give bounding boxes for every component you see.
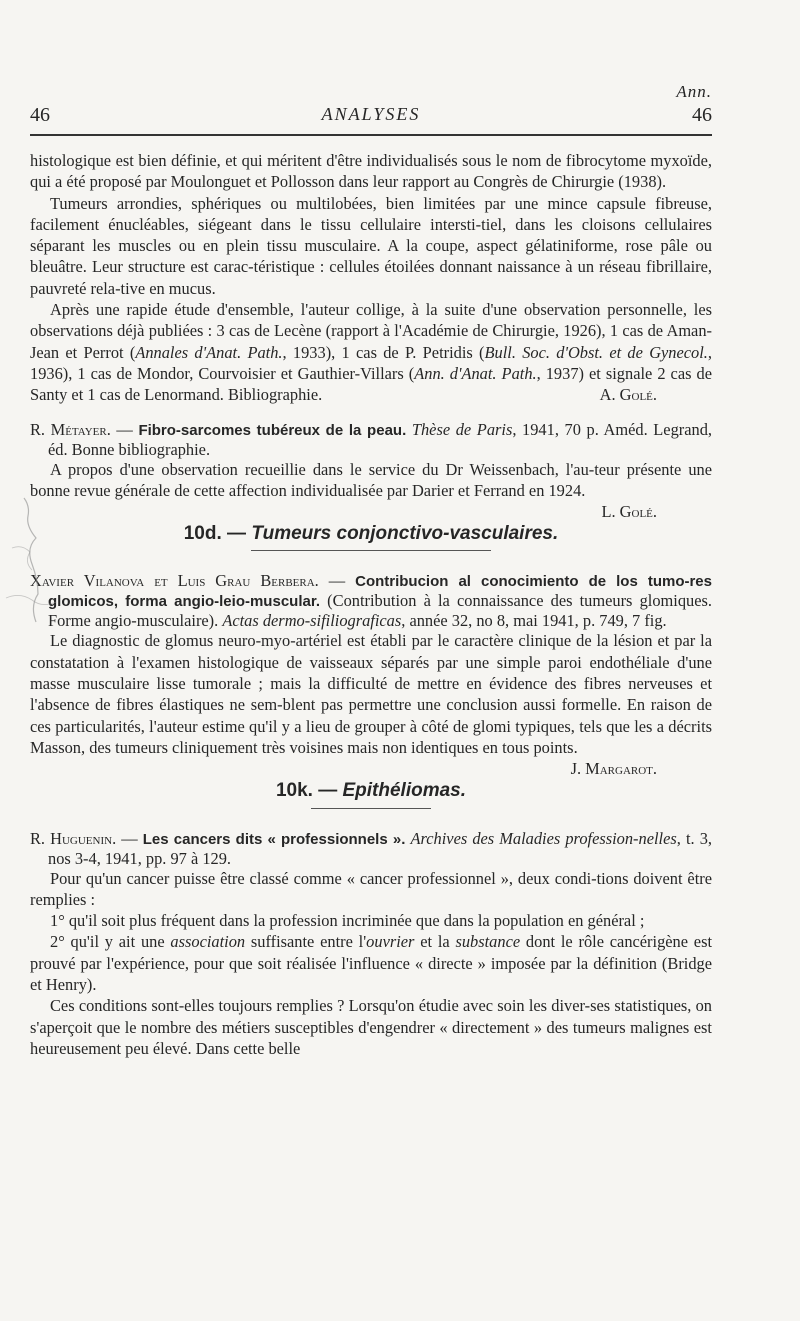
source-details: , année 32, no 8, mai 1941, p. 749, 7 fig.	[401, 611, 667, 631]
dash: —	[318, 571, 356, 591]
section-title: Epithéliomas.	[342, 780, 467, 802]
section-number: 10k.	[275, 780, 313, 802]
citation-italic: Ann. d'Anat. Path.	[414, 363, 537, 383]
huguenin-condition-1: 1° qu'il soit plus fréquent dans la profession incriminée que dans la population en général ;	[50, 911, 645, 931]
source: Thèse de Paris	[411, 419, 513, 439]
signature-gole-2: L. Golé.	[601, 502, 657, 522]
intro-paragraph-1: histologique est bien définie, et qui méritent d'être individualisés sous le nom de fibrocytome myxoïde, qui a été proposé par Moulonguet et Pollosson dans leur rapport au Congrès de Chirurgie (1938).	[30, 151, 712, 192]
text-run: , 1937) et signale 2 cas de Santy et 1 cas de Lenormand. Bibliographie.	[30, 363, 712, 405]
signature-margarot: J. Margarot.	[570, 759, 657, 779]
reference-huguenin	[30, 829, 712, 868]
section-heading-10d	[30, 523, 712, 544]
author: R. Huguenin.	[30, 828, 117, 848]
running-head	[30, 82, 712, 132]
huguenin-paragraph-1: Pour qu'un cancer puisse être classé comme « cancer professionnel », deux condi-tions doivent être remplies :	[30, 868, 712, 909]
text-run: , 1933), 1 cas de P. Petridis (	[282, 342, 485, 362]
citation-italic: Annales d'Anat. Path.	[135, 342, 283, 362]
dash: —	[110, 419, 139, 439]
text-run: Après une rapide étude d'ensemble, l'auteur collige, à la suite d'une observation personnelle, les observations déjà publiées : 3 cas de Lecène (rapport à l'Académie de Chirurgie, 1926), 1 cas de Aman-Jean et Perrot (	[30, 300, 712, 362]
text-run: et la	[414, 932, 456, 952]
abstract-vilanova	[30, 630, 712, 779]
header-rule	[30, 134, 712, 136]
article-title: Fibro-sarcomes tubéreux de la peau.	[138, 421, 407, 439]
abstract-metayer	[30, 459, 712, 522]
abstract-text: A propos d'une observation recueillie dans le service du Dr Weissenbach, l'au-teur présente une bonne revue générale de cette affection individualisée par Darier et Ferrand en 1924.	[30, 459, 712, 500]
dash: —	[221, 523, 252, 545]
source: Archives des Maladies profession-nelles	[410, 828, 677, 848]
huguenin-condition-2	[30, 931, 712, 995]
emphasis: association	[170, 932, 246, 952]
section-rule	[311, 808, 431, 809]
translation: (Contribution à la connaissance des tumeurs glomiques. Forme angio-musculaire).	[48, 591, 712, 631]
section-title: Tumeurs conjonctivo-vasculaires.	[251, 523, 559, 545]
intro-paragraph-2: Tumeurs arrondies, sphériques ou multilobées, bien limitées par une mince capsule fibreuse, facilement énucléables, siégeant dans le tissu cellulaire intersti-tiel, dans les cloisons cellulaires séparant les muscles ou en plein tissu musculaire. A la coupe, aspect gélatiniforme, rose pâle ou bleuâtre. Leur structure est carac-téristique : cellules étoilées donnant naissance à un réseau fibrillaire, pauvreté rela-tive en mucus.	[30, 193, 712, 298]
dash: —	[312, 780, 343, 802]
emphasis: ouvrier	[366, 932, 415, 952]
section-heading-10k	[30, 780, 712, 801]
citation-italic: Bull. Soc. d'Obst. et de Gynecol.	[484, 342, 708, 362]
text-run: dont le rôle cancérigène est prouvé par l'expérience, pour que soit réalisée l'influence « directe » imposée par la définition (Bridge et Henry).	[30, 932, 713, 995]
text-run: , 1936), 1 cas de Mondor, Courvoisier et Gauthier-Villars (	[30, 342, 713, 383]
reference-vilanova	[30, 571, 712, 630]
journal-abbrev: Ann.	[676, 82, 712, 101]
abstract-text: Le diagnostic de glomus neuro-myo-artériel est établi par le caractère clinique de la lésion et par la constatation à l'examen histologique de vaisseaux séparés par une simple paroi endothéliale d'une masse musculaire lisse tumorale ; mais la difficulté de mettre en évidence des fibres nerveuses et l'absence de fibres élastiques ne sem-blent pas permettre une conclusion aussi formelle. En raison de ces particularités, l'auteur estime qu'il y a lieu de grouper à côté de glomi typiques, tels que les a décrits Masson, des tumeurs cliniquement très voisines mais non identiques en tous points.	[30, 631, 712, 757]
page-number-left: 46	[30, 104, 50, 126]
source-details: , t. 3, nos 3-4, 1941, pp. 97 à 129.	[48, 828, 712, 868]
spacer	[30, 406, 712, 420]
text-run: suffisante entre l'	[245, 932, 367, 952]
source: Actas dermo-sifiliograficas	[222, 611, 402, 631]
article-title: Contribucion al conocimiento de los tumo-res glomicos, forma angio-leio-muscular.	[48, 573, 712, 611]
author: R. Métayer.	[30, 419, 111, 439]
page-number-right: 46	[692, 104, 712, 126]
dash: —	[116, 828, 143, 848]
section-number: 10d.	[183, 523, 222, 545]
text-run: 2° qu'il y ait une	[50, 932, 171, 952]
page-body	[30, 150, 712, 1059]
margin-smudge	[2, 488, 62, 638]
author: Xavier Vilanova et Luis Grau Berbera.	[30, 571, 319, 591]
source-details: , 1941, 70 p. Améd. Legrand, éd. Bonne bibliographie.	[48, 419, 712, 459]
reference-metayer	[30, 420, 712, 459]
emphasis: substance	[455, 932, 521, 952]
huguenin-paragraph-4: Ces conditions sont-elles toujours remplies ? Lorsqu'on étudie avec soin les diver-ses statistiques, on s'aperçoit que le nombre des métiers susceptibles d'engendrer « directement » des tumeurs malignes est heureusement peu élevé. Dans cette belle	[30, 996, 712, 1058]
signature-gole-1: A. Golé.	[599, 385, 657, 405]
article-title: Les cancers dits « professionnels ».	[142, 830, 406, 848]
running-title: ANALYSES	[321, 104, 421, 124]
intro-paragraph-3	[30, 299, 712, 405]
section-rule	[251, 550, 491, 551]
